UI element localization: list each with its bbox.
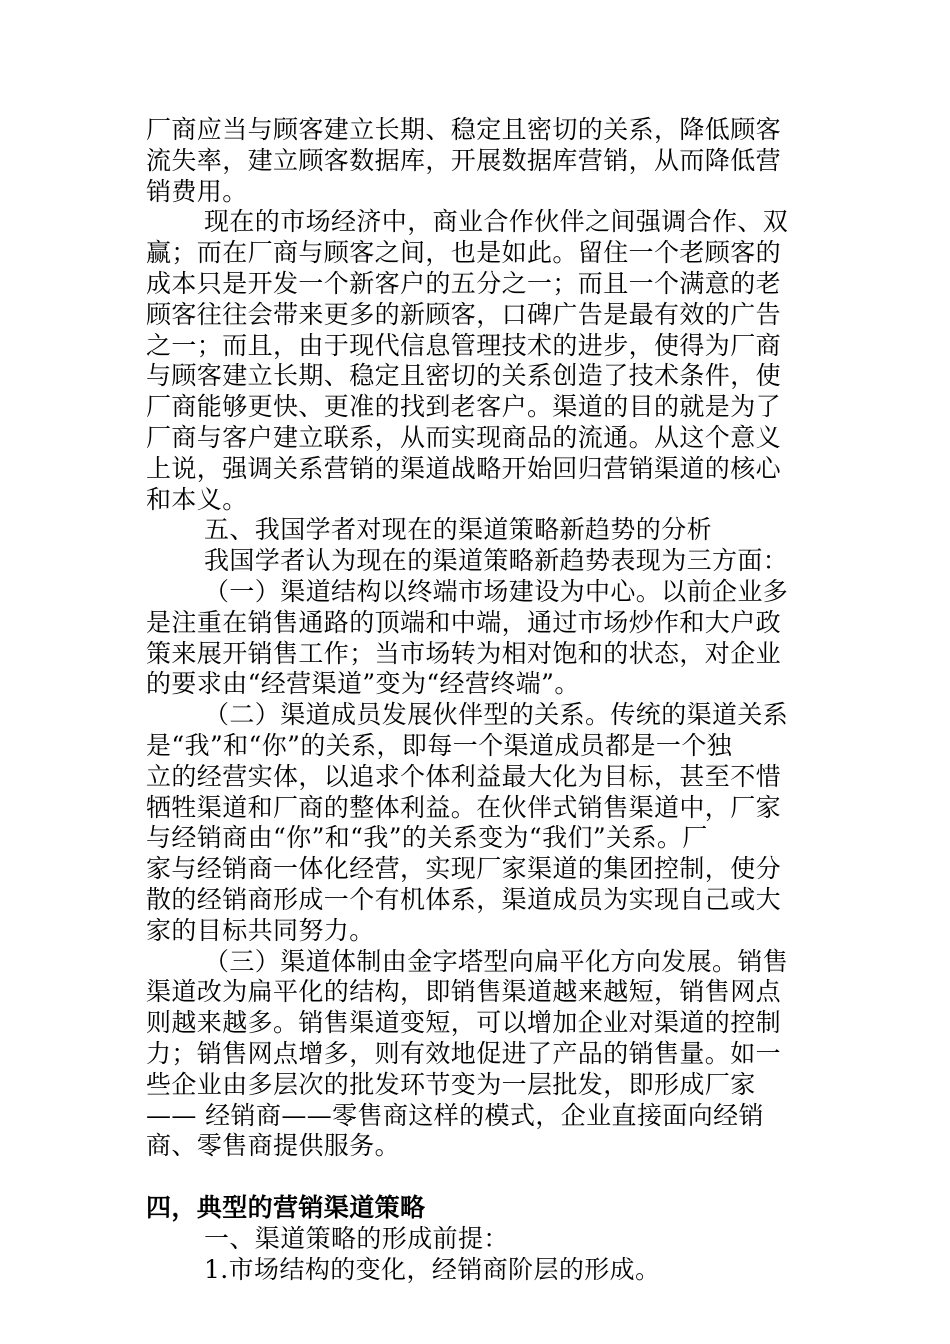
section-title: 五、我国学者对现在的渠道策略新趋势的分析 bbox=[204, 515, 713, 545]
chapter-heading: 四，典型的营销渠道策略 bbox=[146, 1193, 426, 1223]
text-line: 散的经销商形成一个有机体系，渠道成员为实现自己或大 bbox=[146, 884, 782, 914]
text-line: （一）渠道结构以终端市场建设为中心。以前企业多 bbox=[204, 576, 789, 606]
text-line: 是“我”和“你”的关系，即每一个渠道成员都是一个独 bbox=[146, 730, 733, 760]
text-line: 家与经销商一体化经营，实现厂家渠道的集团控制，使分 bbox=[146, 854, 782, 884]
text-line: 厂商与客户建立联系，从而实现商品的流通。从这个意义 bbox=[146, 422, 782, 452]
text-line: 和本义。 bbox=[146, 484, 248, 514]
text-line: 成本只是开发一个新客户的五分之一；而且一个满意的老 bbox=[146, 268, 782, 298]
text-line: 之一；而且，由于现代信息管理技术的进步，使得为厂商 bbox=[146, 330, 782, 360]
text-line: 策来展开销售工作；当市场转为相对饱和的状态，对企业 bbox=[146, 638, 782, 668]
text-line: 的要求由“经营渠道”变为“经营终端”。 bbox=[146, 669, 580, 699]
text-line: 商、零售商提供服务。 bbox=[146, 1131, 401, 1161]
text-line: 顾客往往会带来更多的新顾客，口碑广告是最有效的广告 bbox=[146, 299, 782, 329]
text-line: （三）渠道体制由金字塔型向扁平化方向发展。销售 bbox=[204, 946, 789, 976]
section-intro: 我国学者认为现在的渠道策略新趋势表现为三方面： bbox=[204, 546, 789, 576]
text-line: 上说，强调关系营销的渠道战略开始回归营销渠道的核心 bbox=[146, 453, 782, 483]
text-line: 现在的市场经济中，商业合作伙伴之间强调合作、双 bbox=[204, 207, 789, 237]
text-line: 销费用。 bbox=[146, 176, 248, 206]
paragraph-gap bbox=[146, 1162, 806, 1192]
document-page bbox=[146, 115, 806, 1286]
text-line: （二）渠道成员发展伙伴型的关系。传统的渠道关系 bbox=[204, 700, 789, 730]
text-line: 家的目标共同努力。 bbox=[146, 915, 375, 945]
text-line: 赢；而在厂商与顾客之间，也是如此。留住一个老顾客的 bbox=[146, 238, 782, 268]
text-line: 与经销商由“你”和“我”的关系变为“我们”关系。厂 bbox=[146, 823, 708, 853]
text-line: 则越来越多。销售渠道变短，可以增加企业对渠道的控制 bbox=[146, 1008, 782, 1038]
text-line: 立的经营实体，以追求个体利益最大化为目标，甚至不惜 bbox=[146, 761, 782, 791]
text-line: 力；销售网点增多，则有效地促进了产品的销售量。如一 bbox=[146, 1038, 782, 1068]
subsection-title: 一、渠道策略的形成前提： bbox=[204, 1224, 509, 1254]
text-line: 渠道改为扁平化的结构，即销售渠道越来越短，销售网点 bbox=[146, 977, 782, 1007]
text-line: 牺牲渠道和厂商的整体利益。在伙伴式销售渠道中，厂家 bbox=[146, 792, 782, 822]
text-line: —— 经销商——零售商这样的模式，企业直接面向经销 bbox=[146, 1100, 764, 1130]
text-line: 些企业由多层次的批发环节变为一层批发，即形成厂家 bbox=[146, 1069, 756, 1099]
text-line: 厂商能够更快、更准的找到老客户。渠道的目的就是为了 bbox=[146, 392, 782, 422]
text-line: 厂商应当与顾客建立长期、稳定且密切的关系，降低顾客 bbox=[146, 115, 782, 144]
text-line: 流失率，建立顾客数据库，开展数据库营销，从而降低营 bbox=[146, 145, 782, 175]
text-line: 是注重在销售通路的顶端和中端，通过市场炒作和大户政 bbox=[146, 607, 782, 637]
list-item: 1.市场结构的变化，经销商阶层的形成。 bbox=[204, 1254, 661, 1284]
text-line: 与顾客建立长期、稳定且密切的关系创造了技术条件，使 bbox=[146, 361, 782, 391]
